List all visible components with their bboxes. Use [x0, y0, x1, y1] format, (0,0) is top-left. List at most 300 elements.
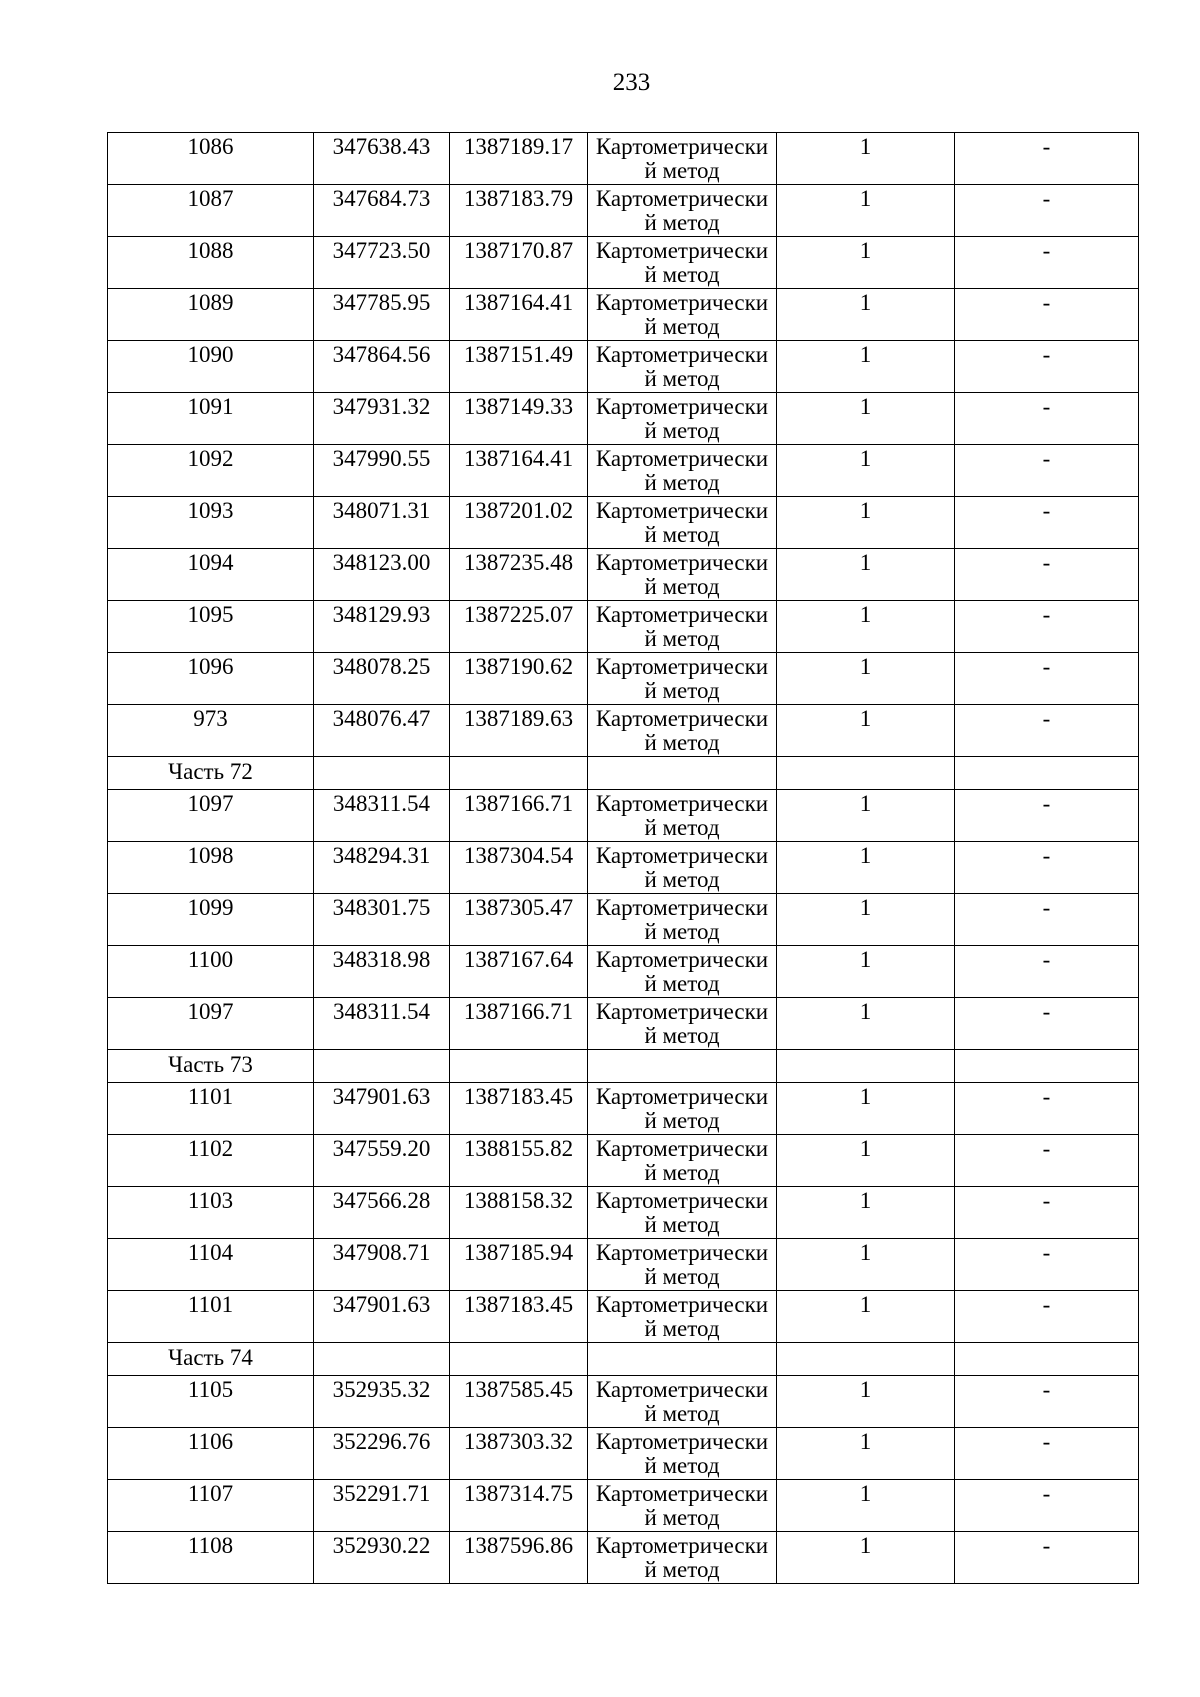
method-text [588, 1083, 776, 1134]
x-coordinate-value: 348301.75 [332, 895, 431, 920]
method-line-2: й метод [644, 730, 720, 755]
table-row [108, 237, 1139, 289]
accuracy-value: 1 [859, 895, 872, 920]
empty-cell [777, 1343, 955, 1376]
y-coordinate-value: 1387151.49 [463, 342, 574, 367]
point-number-value: 1095 [187, 602, 234, 627]
method-text [588, 185, 776, 236]
method-cell [588, 1083, 777, 1135]
x-coordinate-value: 347723.50 [332, 238, 431, 263]
point-number-value: 1097 [187, 999, 234, 1024]
note-value: - [1042, 446, 1051, 471]
note-cell [955, 946, 1139, 998]
note-value: - [1042, 1377, 1051, 1402]
x-coordinate-cell [314, 1480, 450, 1532]
note-cell [955, 1083, 1139, 1135]
point-number-value: 1101 [187, 1292, 234, 1317]
table-row [108, 1083, 1139, 1135]
accuracy-cell [777, 946, 955, 998]
empty-cell [314, 1343, 450, 1376]
accuracy-value: 1 [859, 947, 872, 972]
accuracy-cell [777, 1480, 955, 1532]
accuracy-cell [777, 445, 955, 497]
point-number-value: 1101 [187, 1084, 234, 1109]
method-text [588, 946, 776, 997]
y-coordinate-value: 1387304.54 [463, 843, 574, 868]
note-value: - [1042, 1188, 1051, 1213]
method-line-1: Картометрически [595, 446, 769, 471]
x-coordinate-value: 347785.95 [332, 290, 431, 315]
y-coordinate-value: 1387305.47 [463, 895, 574, 920]
method-line-2: й метод [644, 867, 720, 892]
method-text [588, 133, 776, 184]
point-number-value: 1106 [187, 1429, 234, 1454]
y-coordinate-cell [450, 1135, 588, 1187]
table-row [108, 1187, 1139, 1239]
method-text [588, 393, 776, 444]
method-line-1: Картометрически [595, 1429, 769, 1454]
point-number-cell [108, 1135, 314, 1187]
note-value: - [1042, 947, 1051, 972]
method-cell [588, 1291, 777, 1343]
accuracy-cell [777, 549, 955, 601]
note-value: - [1042, 1136, 1051, 1161]
method-line-2: й метод [644, 971, 720, 996]
method-line-1: Картометрически [595, 134, 769, 159]
method-text [588, 790, 776, 841]
coordinates-table [107, 132, 1139, 1584]
x-coordinate-cell [314, 790, 450, 842]
point-number-cell [108, 185, 314, 237]
accuracy-cell [777, 653, 955, 705]
method-line-1: Картометрически [595, 1481, 769, 1506]
note-value: - [1042, 394, 1051, 419]
note-value: - [1042, 1292, 1051, 1317]
accuracy-cell [777, 237, 955, 289]
y-coordinate-cell [450, 1532, 588, 1584]
note-cell [955, 1239, 1139, 1291]
x-coordinate-value: 352935.32 [332, 1377, 431, 1402]
method-text [588, 601, 776, 652]
table-row [108, 1376, 1139, 1428]
method-line-2: й метод [644, 1160, 720, 1185]
x-coordinate-value: 348123.00 [332, 550, 431, 575]
point-number-cell [108, 705, 314, 757]
note-cell [955, 1376, 1139, 1428]
y-coordinate-cell [450, 946, 588, 998]
x-coordinate-cell [314, 341, 450, 393]
method-cell [588, 549, 777, 601]
method-cell [588, 1532, 777, 1584]
note-cell [955, 894, 1139, 946]
point-number-value: 1087 [187, 186, 234, 211]
accuracy-value: 1 [859, 1292, 872, 1317]
note-cell [955, 445, 1139, 497]
note-value: - [1042, 706, 1051, 731]
x-coordinate-cell [314, 1376, 450, 1428]
x-coordinate-cell [314, 497, 450, 549]
point-number-value: 1102 [187, 1136, 234, 1161]
table-row [108, 341, 1139, 393]
x-coordinate-cell [314, 601, 450, 653]
x-coordinate-cell [314, 289, 450, 341]
accuracy-value: 1 [859, 1240, 872, 1265]
empty-cell [450, 1343, 588, 1376]
method-line-1: Картометрически [595, 1377, 769, 1402]
x-coordinate-cell [314, 549, 450, 601]
accuracy-value: 1 [859, 446, 872, 471]
y-coordinate-cell [450, 185, 588, 237]
part-label-cell [108, 757, 314, 790]
accuracy-cell [777, 1291, 955, 1343]
method-text [588, 1376, 776, 1427]
y-coordinate-value: 1387303.32 [463, 1429, 574, 1454]
x-coordinate-value: 347908.71 [332, 1240, 431, 1265]
method-cell [588, 133, 777, 185]
y-coordinate-cell [450, 1428, 588, 1480]
note-value: - [1042, 1533, 1051, 1558]
note-cell [955, 653, 1139, 705]
page-number: 233 [612, 69, 651, 96]
accuracy-cell [777, 1239, 955, 1291]
note-value: - [1042, 238, 1051, 263]
method-text [588, 341, 776, 392]
note-cell [955, 1428, 1139, 1480]
empty-cell [588, 757, 777, 790]
point-number-cell [108, 289, 314, 341]
accuracy-value: 1 [859, 999, 872, 1024]
point-number-value: 1090 [187, 342, 234, 367]
accuracy-cell [777, 185, 955, 237]
note-cell [955, 842, 1139, 894]
accuracy-cell [777, 894, 955, 946]
method-line-2: й метод [644, 158, 720, 183]
table-row [108, 1135, 1139, 1187]
point-number-cell [108, 653, 314, 705]
accuracy-cell [777, 1135, 955, 1187]
method-line-1: Картометрически [595, 186, 769, 211]
point-number-value: 1093 [187, 498, 234, 523]
y-coordinate-value: 1387190.62 [463, 654, 574, 679]
table-row [108, 133, 1139, 185]
point-number-cell [108, 497, 314, 549]
point-number-cell [108, 1083, 314, 1135]
method-line-2: й метод [644, 262, 720, 287]
note-value: - [1042, 654, 1051, 679]
point-number-value: 1105 [187, 1377, 234, 1402]
note-cell [955, 1532, 1139, 1584]
table-row [108, 1239, 1139, 1291]
point-number-cell [108, 894, 314, 946]
accuracy-cell [777, 998, 955, 1050]
point-number-cell [108, 445, 314, 497]
method-cell [588, 1376, 777, 1428]
x-coordinate-cell [314, 842, 450, 894]
method-cell [588, 705, 777, 757]
method-cell [588, 842, 777, 894]
method-line-2: й метод [644, 919, 720, 944]
method-text [588, 237, 776, 288]
note-value: - [1042, 1481, 1051, 1506]
x-coordinate-value: 352291.71 [332, 1481, 431, 1506]
x-coordinate-value: 348076.47 [332, 706, 431, 731]
y-coordinate-cell [450, 289, 588, 341]
point-number-cell [108, 998, 314, 1050]
y-coordinate-value: 1387149.33 [463, 394, 574, 419]
x-coordinate-value: 348078.25 [332, 654, 431, 679]
x-coordinate-value: 347864.56 [332, 342, 431, 367]
y-coordinate-value: 1387585.45 [463, 1377, 574, 1402]
y-coordinate-cell [450, 842, 588, 894]
y-coordinate-value: 1387183.45 [463, 1084, 574, 1109]
empty-cell [777, 757, 955, 790]
accuracy-value: 1 [859, 394, 872, 419]
x-coordinate-cell [314, 653, 450, 705]
point-number-value: 1088 [187, 238, 234, 263]
point-number-value: 1107 [187, 1481, 234, 1506]
table-row [108, 1480, 1139, 1532]
y-coordinate-cell [450, 445, 588, 497]
method-cell [588, 946, 777, 998]
y-coordinate-value: 1387164.41 [463, 446, 574, 471]
point-number-value: 1099 [187, 895, 234, 920]
accuracy-value: 1 [859, 1429, 872, 1454]
x-coordinate-value: 347559.20 [332, 1136, 431, 1161]
method-cell [588, 1428, 777, 1480]
accuracy-value: 1 [859, 498, 872, 523]
method-line-2: й метод [644, 815, 720, 840]
method-line-2: й метод [644, 470, 720, 495]
x-coordinate-value: 347901.63 [332, 1292, 431, 1317]
method-line-2: й метод [644, 574, 720, 599]
note-value: - [1042, 791, 1051, 816]
x-coordinate-value: 347901.63 [332, 1084, 431, 1109]
accuracy-cell [777, 341, 955, 393]
method-line-1: Картометрически [595, 498, 769, 523]
y-coordinate-cell [450, 1239, 588, 1291]
note-cell [955, 1135, 1139, 1187]
method-text [588, 1428, 776, 1479]
table-row [108, 653, 1139, 705]
accuracy-value: 1 [859, 238, 872, 263]
empty-cell [955, 757, 1139, 790]
table-row [108, 497, 1139, 549]
note-value: - [1042, 843, 1051, 868]
part-header-row [108, 1050, 1139, 1083]
point-number-value: 1096 [187, 654, 234, 679]
table-row [108, 601, 1139, 653]
accuracy-value: 1 [859, 1533, 872, 1558]
note-value: - [1042, 999, 1051, 1024]
y-coordinate-cell [450, 1187, 588, 1239]
accuracy-cell [777, 1083, 955, 1135]
method-line-1: Картометрически [595, 706, 769, 731]
x-coordinate-value: 347638.43 [332, 134, 431, 159]
y-coordinate-value: 1387596.86 [463, 1533, 574, 1558]
method-line-1: Картометрически [595, 654, 769, 679]
x-coordinate-cell [314, 998, 450, 1050]
y-coordinate-value: 1387183.79 [463, 186, 574, 211]
method-text [588, 1135, 776, 1186]
empty-cell [588, 1050, 777, 1083]
y-coordinate-value: 1387185.94 [463, 1240, 574, 1265]
method-line-2: й метод [644, 1212, 720, 1237]
table-row [108, 185, 1139, 237]
y-coordinate-cell [450, 1376, 588, 1428]
empty-cell [314, 1050, 450, 1083]
y-coordinate-value: 1387235.48 [463, 550, 574, 575]
accuracy-value: 1 [859, 843, 872, 868]
y-coordinate-cell [450, 1291, 588, 1343]
point-number-cell [108, 1428, 314, 1480]
method-line-2: й метод [644, 1264, 720, 1289]
method-text [588, 705, 776, 756]
empty-cell [450, 757, 588, 790]
accuracy-cell [777, 1428, 955, 1480]
x-coordinate-cell [314, 894, 450, 946]
point-number-cell [108, 341, 314, 393]
x-coordinate-value: 347931.32 [332, 394, 431, 419]
method-text [588, 549, 776, 600]
method-text [588, 497, 776, 548]
table-row [108, 705, 1139, 757]
note-value: - [1042, 186, 1051, 211]
method-cell [588, 998, 777, 1050]
method-cell [588, 1239, 777, 1291]
x-coordinate-cell [314, 185, 450, 237]
note-value: - [1042, 290, 1051, 315]
method-line-2: й метод [644, 210, 720, 235]
method-line-2: й метод [644, 314, 720, 339]
table-row [108, 1532, 1139, 1584]
method-line-1: Картометрически [595, 843, 769, 868]
note-value: - [1042, 602, 1051, 627]
y-coordinate-value: 1387170.87 [463, 238, 574, 263]
empty-cell [777, 1050, 955, 1083]
x-coordinate-cell [314, 1428, 450, 1480]
x-coordinate-cell [314, 445, 450, 497]
method-line-1: Картометрически [595, 1292, 769, 1317]
accuracy-cell [777, 705, 955, 757]
method-text [588, 1532, 776, 1583]
table-row [108, 894, 1139, 946]
method-cell [588, 185, 777, 237]
method-line-1: Картометрически [595, 602, 769, 627]
point-number-value: 1094 [187, 550, 234, 575]
note-cell [955, 185, 1139, 237]
note-cell [955, 133, 1139, 185]
x-coordinate-cell [314, 1239, 450, 1291]
note-cell [955, 497, 1139, 549]
y-coordinate-cell [450, 790, 588, 842]
y-coordinate-cell [450, 998, 588, 1050]
table-row [108, 1291, 1139, 1343]
method-line-1: Картометрически [595, 290, 769, 315]
point-number-value: 973 [193, 706, 228, 731]
accuracy-value: 1 [859, 791, 872, 816]
accuracy-value: 1 [859, 602, 872, 627]
table-row [108, 1428, 1139, 1480]
y-coordinate-value: 1387201.02 [463, 498, 574, 523]
y-coordinate-cell [450, 341, 588, 393]
method-line-2: й метод [644, 1401, 720, 1426]
x-coordinate-value: 348311.54 [333, 791, 430, 816]
y-coordinate-value: 1387166.71 [463, 999, 574, 1024]
table-row [108, 289, 1139, 341]
method-cell [588, 1480, 777, 1532]
x-coordinate-cell [314, 393, 450, 445]
note-cell [955, 790, 1139, 842]
method-line-1: Картометрически [595, 1240, 769, 1265]
method-text [588, 1480, 776, 1531]
point-number-value: 1104 [187, 1240, 234, 1265]
part-label-cell [108, 1343, 314, 1376]
accuracy-value: 1 [859, 290, 872, 315]
x-coordinate-value: 348071.31 [332, 498, 431, 523]
point-number-cell [108, 790, 314, 842]
method-cell [588, 1187, 777, 1239]
y-coordinate-cell [450, 549, 588, 601]
empty-cell [314, 757, 450, 790]
method-line-1: Картометрически [595, 1136, 769, 1161]
note-cell [955, 1187, 1139, 1239]
note-value: - [1042, 1084, 1051, 1109]
y-coordinate-value: 1387164.41 [463, 290, 574, 315]
method-line-1: Картометрически [595, 1533, 769, 1558]
point-number-cell [108, 237, 314, 289]
x-coordinate-cell [314, 705, 450, 757]
part-label: Часть 73 [168, 1052, 253, 1077]
y-coordinate-cell [450, 1480, 588, 1532]
method-line-2: й метод [644, 1108, 720, 1133]
accuracy-cell [777, 1187, 955, 1239]
y-coordinate-value: 1387167.64 [463, 947, 574, 972]
method-line-1: Картометрически [595, 1084, 769, 1109]
point-number-cell [108, 946, 314, 998]
x-coordinate-cell [314, 237, 450, 289]
method-text [588, 1239, 776, 1290]
accuracy-value: 1 [859, 654, 872, 679]
x-coordinate-value: 348129.93 [332, 602, 431, 627]
note-cell [955, 705, 1139, 757]
method-line-2: й метод [644, 1557, 720, 1582]
point-number-cell [108, 393, 314, 445]
accuracy-cell [777, 393, 955, 445]
note-value: - [1042, 134, 1051, 159]
method-line-2: й метод [644, 366, 720, 391]
note-cell [955, 998, 1139, 1050]
accuracy-value: 1 [859, 706, 872, 731]
x-coordinate-cell [314, 1187, 450, 1239]
table-row [108, 998, 1139, 1050]
part-label-cell [108, 1050, 314, 1083]
method-line-1: Картометрически [595, 947, 769, 972]
point-number-value: 1089 [187, 290, 234, 315]
part-label: Часть 72 [168, 759, 253, 784]
note-value: - [1042, 1240, 1051, 1265]
method-line-2: й метод [644, 418, 720, 443]
method-text [588, 998, 776, 1049]
part-label: Часть 74 [168, 1345, 253, 1370]
y-coordinate-cell [450, 393, 588, 445]
note-value: - [1042, 1429, 1051, 1454]
point-number-value: 1103 [187, 1188, 234, 1213]
point-number-cell [108, 1187, 314, 1239]
point-number-cell [108, 1291, 314, 1343]
method-line-1: Картометрически [595, 238, 769, 263]
accuracy-cell [777, 1532, 955, 1584]
point-number-value: 1092 [187, 446, 234, 471]
